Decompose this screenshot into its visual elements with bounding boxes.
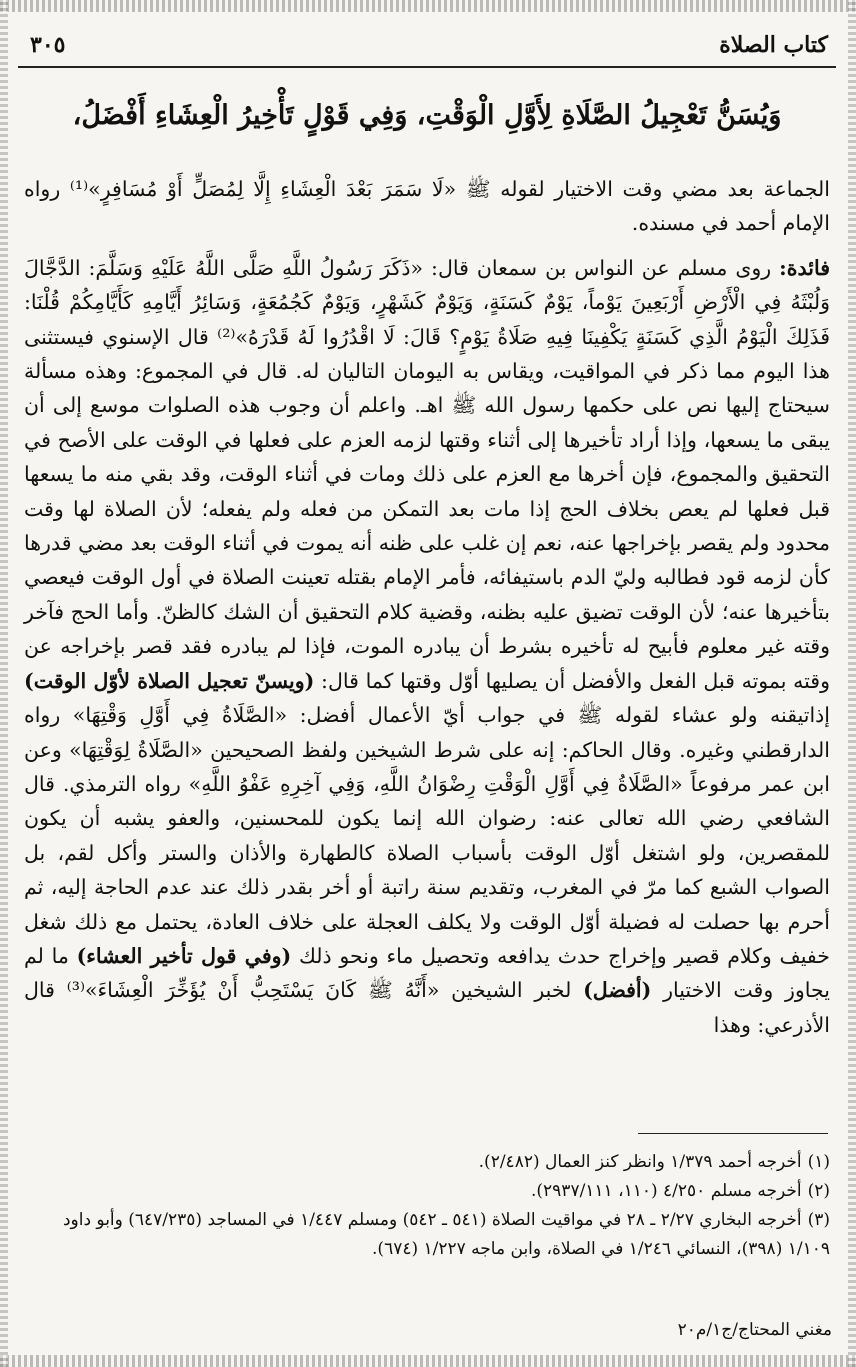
footnote-divider [638, 1133, 828, 1134]
footnote-3 [24, 1206, 830, 1264]
footnote-text: أخرجه البخاري ٢/٢٧ ـ ٢٨ في مواقيت الصلاة (٥٤١ ـ ٥٤٢) ومسلم ١/٤٤٧ في المساجد (٦٤٧/٢٣٥) وأبو داود ١/١٠٩ (٣٩٨)، النسائي ١/٢٤٦ في الصلاة، وابن ماجه ١/٢٢٧ (٦٧٤). [62, 1210, 830, 1259]
paragraph-text: إذاتيقنه ولو عشاء لقوله ﷺ في جواب أيّ الأعمال أفضل: «الصَّلَاةُ فِي أَوَّلِ وَقْتِهَا» رواه الدارقطني وغيره. وقال الحاكم: إنه على شرط الشيخين ولفظ الصحيحين «الصَّلَاةُ لِوَقْتِهَا» وعن ابن عمر مرفوعاً «الصَّلَاةُ فِي أَوَّلِ الْوَقْتِ رِضْوَانُ اللَّهِ، وَفِي آخِرِهِ عَفْوُ اللَّهِ» رواه الترمذي. قال الشافعي رضي الله تعالى عنه: رضوان الله إنما يكون للمحسنين، والعفو يشبه أن يكون للمقصرين، ولو اشتغل أوّل الوقت بأسباب الصلاة كالطهارة والأذان والستر وأكل لقم، بل الصواب الشبع كما مرّ في المغرب، وتقديم سنة راتبة أو أخر بقدر ذلك عند عدم الحاجة إليه، ثم أحرم بها حصلت له فضيلة أوّل الوقت ولا يكلف العجلة على خلاف العادة، يحتمل مع ذلك شغل خفيف وكلام قصير وإخراج حدث يدافعه وتحصيل ماء ونحو ذلك [24, 703, 830, 968]
page-header [18, 26, 836, 68]
page-number: ٣٠٥ [30, 32, 66, 58]
footnote-number: (٢) [807, 1181, 830, 1201]
paragraph-text: روى مسلم عن النواس بن سمعان قال: «ذَكَرَ رَسُولُ اللَّهِ صَلَّى اللَّهُ عَلَيْهِ وَسَلَّمَ: الدَّجَّالَ وَلُبْثَهُ فِي الْأَرْضِ أَرْبَعِينَ يَوْماً، يَوْمٌ كَسَنَةٍ، وَيَوْمٌ كَشَهْرٍ، وَيَوْمٌ كَجُمُعَةٍ، وَسَائِرُ أَيَّامِهِ كَأَيَّامِكُمْ قُلْنَا: فَذَلِكَ الْيَوْمُ الَّذِي كَسَنَةٍ يَكْفِينَا فِيهِ صَلَاةُ يَوْمٍ؟ قَالَ: لَا اقْدُرُوا لَهُ قَدْرَهُ»⁽²⁾ قال الإسنوي فيستثنى هذا اليوم مما ذكر في المواقيت، ويقاس به اليومان التاليان له. قال في المجموع: وهذه مسألة سيحتاج إليها نص على حكمها رسول الله ﷺ اهـ. واعلم أن وجوب هذه الصلوات موسع إلى أن يبقى ما يسعها، وإذا أراد تأخيرها إلى أثناء وقتها لزمه العزم على فعلها في الوقت على الأصح في التحقيق والمجموع، فإن أخرها مع العزم على ذلك ومات في أثناء الوقت، وقد بقي منه ما يسعها قبل فعلها لم يعص بخلاف الحج إذا مات بعد التمكن من فعله ولم يفعله؛ لأن الصلاة لها وقت محدود ولم يقصر بإخراجها عنه، نعم إن غلب على ظنه أنه يموت في أثناء الوقت بعد مضي قدرها كأن لزمه قود فطالبه وليّ الدم باستيفائه، فأمر الإمام بقتله تعينت الصلاة في أول الوقت فيعصي بتأخيرها عنه؛ لأن الوقت تضيق عليه بظنه، وقضية كلام التحقيق أن الشك كالظنّ. وأما الحج فآخر وقته غير معلوم فأبيح له تأخيره بشرط أن يبادره الموت، فإذا لم يبادره فقد قصر بإخراجه عن وقته بموته قبل الفعل والأفضل أن يصليها أوّل وقتها كما قال: [24, 255, 831, 693]
matn-quote: (وفي قول تأخير العشاء) [76, 943, 292, 968]
footnotes [24, 1148, 830, 1264]
matn-quote: (أفضل) [583, 978, 652, 1003]
book-page [18, 0, 836, 1367]
paragraph-2 [24, 251, 830, 1042]
paragraph-lead: فائدة: [779, 255, 830, 280]
paragraph-1: الجماعة بعد مضي وقت الاختيار لقوله ﷺ «لَا سَمَرَ بَعْدَ الْعِشَاءِ إِلَّا لِمُصَلٍّ أَوْ مُسَافِرٍ»⁽¹⁾ رواه الإمام أحمد في مسنده. [24, 177, 830, 236]
footnote-1 [24, 1148, 830, 1177]
matn-quote: (ويسنّ تعجيل الصلاة لأوّل الوقت) [24, 668, 315, 693]
running-title: كتاب الصلاة [719, 32, 828, 58]
page-border-left [0, 0, 8, 1367]
paragraph-text: لخبر الشيخين «أَنَّهُ ﷺ كَانَ يَسْتَحِبُّ أَنْ يُؤَخِّرَ الْعِشَاءَ»⁽³⁾ قال الأذرعي: وهذا [24, 978, 830, 1037]
footnote-2 [24, 1177, 830, 1206]
footnote-number: (١) [807, 1152, 830, 1172]
footnote-text: أخرجه أحمد ١/٣٧٩ وانظر كنز العمال (٢/٤٨٢). [478, 1152, 802, 1172]
paragraph-text: ما لم يجاوز وقت الاختيار [24, 943, 830, 1003]
commentary-body [24, 172, 830, 1042]
printer-signature: مغني المحتاج/ج١/م٢٠ [677, 1320, 832, 1340]
footnote-number: (٣) [807, 1210, 830, 1230]
footnote-text: أخرجه مسلم ٤/٢٥٠ (١١٠، ٢٩٣٧/١١١). [531, 1181, 802, 1201]
matn-text: وَيُسَنُّ تَعْجِيلُ الصَّلَاةِ لِأَوَّلِ الْوَقْتِ، وَفِي قَوْلٍ تَأْخِيرُ الْعِشَاءِ أَفْضَلُ، [72, 100, 782, 131]
page-border-right [848, 0, 856, 1367]
